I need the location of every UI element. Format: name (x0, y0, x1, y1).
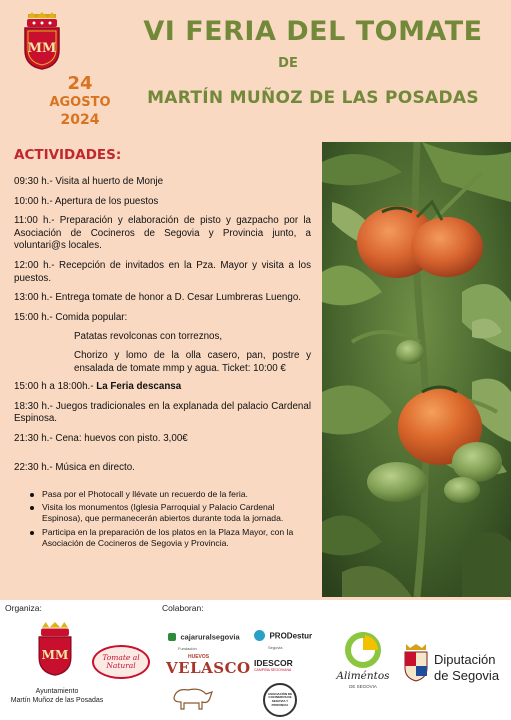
svg-text:MM: MM (27, 41, 57, 56)
activity-time: 15:00 h a 18:00h.- (14, 381, 97, 393)
menu-item: Chorizo y lomo de la olla casero, pan, postre y ensalada de tomate mmp y agua. Ticket: 10:00 € (74, 349, 311, 374)
date-day: 24 (67, 73, 93, 94)
activities-heading: ACTIVIDADES: (14, 147, 122, 163)
svg-text:MM: MM (41, 648, 69, 663)
alimentos-sub: DE SEGOVIA (349, 684, 377, 689)
date-month: AGOSTO (49, 95, 111, 110)
prodestur-icon (254, 630, 265, 641)
activity-item: 10:00 h.- Apertura de los puestos (14, 195, 159, 207)
activity-item: 21:30 h.- Cena: huevos con pisto. 3,00€ (14, 432, 188, 444)
date-year: 2024 (60, 112, 100, 128)
activity-item: 15:00 h.- Comida popular: (14, 311, 128, 323)
diputacion-line1: Diputación (434, 652, 496, 667)
activity-item: 09:30 h.- Visita al huerto de Monje (14, 176, 164, 187)
activity-item: 22:30 h.- Música en directo. (14, 461, 135, 473)
organiza-label: Organiza: (5, 603, 42, 613)
alimentos-segovia-icon (343, 632, 383, 668)
bullet-icon (30, 493, 34, 497)
ayuntamiento-crest-icon (36, 622, 74, 676)
huevos-velasco-logo: HUEVOS VELASCO (166, 654, 251, 677)
activities-list (14, 176, 311, 481)
diputacion-line2: de Segovia (434, 668, 500, 683)
ayuntamiento-name: Ayuntamiento (35, 688, 79, 695)
bullet-icon (30, 506, 34, 510)
caja-rural-icon (168, 633, 176, 641)
note-item: Participa en la preparación de los platos en la Plaza Mayor, con la Asociación de Cocineros de Segovia y Provincia. (30, 527, 311, 549)
activity-item: 11:00 h.- Preparación y elaboración de pisto y gazpacho por la Asociación de Cocineros de Segovia y Provincia junto, a voluntari@s locales. (14, 215, 311, 252)
activity-highlight: La Feria descansa (96, 381, 182, 393)
sponsors-footer (0, 600, 511, 720)
diputacion-crest-icon (403, 644, 429, 682)
bullet-icon (30, 531, 34, 535)
note-item: Pasa por el Photocall y llévate un recuerdo de la feria. (30, 489, 311, 500)
tomato-plant-photo (322, 142, 511, 597)
alimentos-label: Aliméntos (336, 670, 390, 682)
menu-item: Patatas revolconas con torreznos, (74, 331, 223, 343)
ayuntamiento-town: Martín Muñoz de las Posadas (10, 697, 104, 704)
event-date (40, 74, 120, 129)
note-item: Visita los monumentos (Iglesia Parroquial y Palacio Cardenal Espinosa), que permanecerán abiertos durante toda la jornada. (30, 502, 311, 524)
tomate-natural-logo: Tomate al Natural (92, 645, 150, 679)
caja-rural-logo: cajaruralsegovia Fundación (168, 628, 248, 651)
activity-item: 12:00 h.- Recepción de invitados en la Pza. Mayor y visita a los puestos. (14, 259, 311, 284)
colaboran-label: Colaboran: (162, 603, 204, 613)
prodestur-logo: PRODestur Segovia (254, 627, 322, 650)
notes-list (30, 489, 311, 551)
poster-title: VI FERIA DEL TOMATE (143, 16, 483, 47)
coat-of-arms-icon (22, 12, 62, 70)
asociacion-cocineros-logo: ASOCIACIÓN DE COCINEROS DE SEGOVIA Y PROVINCIA (263, 683, 297, 717)
activity-item: 13:00 h.- Entrega tomate de honor a D. Cesar Lumbreras Luengo. (14, 292, 302, 304)
poster-location: MARTÍN MUÑOZ DE LAS POSADAS (147, 88, 479, 108)
title-connector: DE (278, 56, 298, 71)
idescor-logo: IDESCOR CAMPIÑA SEGOVIANA (254, 658, 293, 672)
activity-item (14, 381, 311, 394)
activity-item: 18:30 h.- Juegos tradicionales en la explanada del palacio Cardenal Espinosa. (14, 400, 311, 425)
sheep-logo-icon (168, 682, 216, 712)
